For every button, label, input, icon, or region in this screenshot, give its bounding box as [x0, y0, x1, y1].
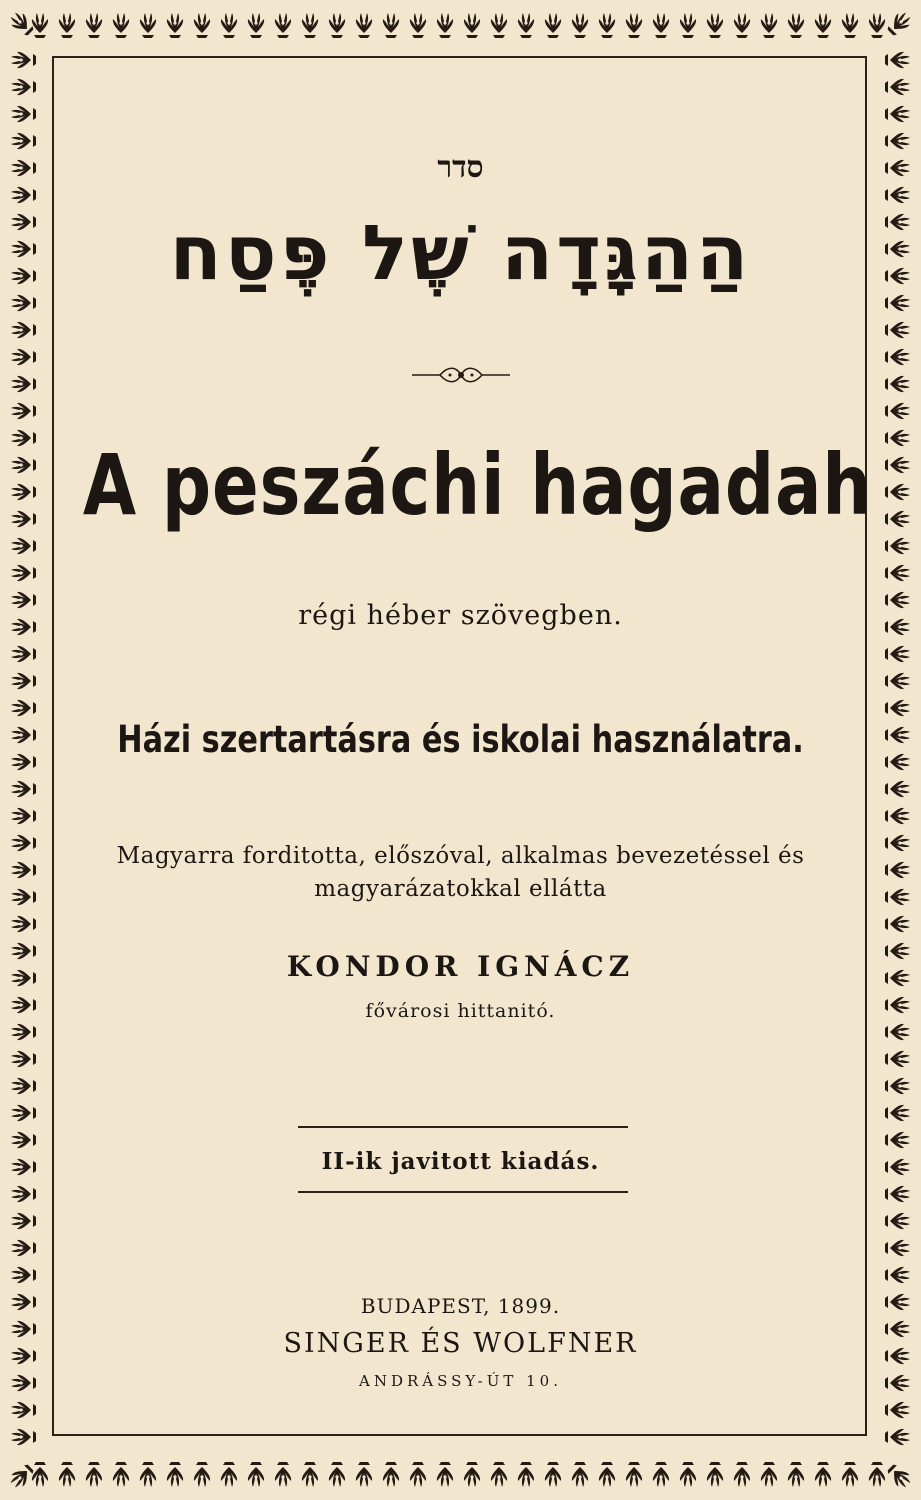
- palmette-ornament: [11, 1240, 36, 1256]
- palmette-ornament: [885, 565, 910, 581]
- palmette-ornament: [11, 511, 36, 527]
- palmette-ornament: [383, 13, 399, 38]
- palmette-ornament: [167, 1462, 183, 1487]
- palmette-ornament: [885, 52, 910, 68]
- translator-line-1: Magyarra forditotta, előszóval, alkalmas bevezetéssel és: [116, 843, 805, 869]
- palmette-ornament: [194, 1462, 210, 1487]
- palmette-ornament: [11, 457, 36, 473]
- palmette-ornament: [167, 13, 183, 38]
- publisher-address: ANDRÁSSY-ÚT 10.: [359, 1372, 562, 1390]
- palmette-ornament: [410, 1462, 426, 1487]
- palmette-ornament: [885, 1402, 910, 1418]
- palmette-ornament: [11, 538, 36, 554]
- palmette-ornament: [11, 1105, 36, 1121]
- palmette-ornament: [113, 1462, 129, 1487]
- palmette-ornament: [329, 1462, 345, 1487]
- palmette-ornament: [11, 646, 36, 662]
- palmette-ornament: [437, 13, 453, 38]
- publisher-name: SINGER ÉS WOLFNER: [283, 1328, 638, 1359]
- palmette-ornament: [86, 1462, 102, 1487]
- palmette-ornament: [491, 1462, 507, 1487]
- palmette-ornament: [885, 295, 910, 311]
- palmette-ornament: [302, 13, 318, 38]
- palmette-ornament: [842, 1462, 858, 1487]
- edition-rule-bottom: [298, 1191, 628, 1193]
- palmette-ornament: [11, 1186, 36, 1202]
- palmette-ornament: [815, 1462, 831, 1487]
- palmette-ornament: [707, 1462, 723, 1487]
- palmette-ornament: [11, 808, 36, 824]
- palmette-ornament: [275, 1462, 291, 1487]
- palmette-ornament: [11, 1402, 36, 1418]
- palmette-ornament: [885, 700, 910, 716]
- palmette-ornament: [885, 808, 910, 824]
- palmette-ornament: [11, 727, 36, 743]
- palmette-ornament: [11, 106, 36, 122]
- palmette-ornament: [599, 13, 615, 38]
- imprint-city-year: BUDAPEST, 1899.: [360, 1294, 561, 1318]
- palmette-ornament: [11, 1429, 36, 1445]
- palmette-ornament: [885, 754, 910, 770]
- palmette-ornament: [626, 1462, 642, 1487]
- palmette-ornament: [7, 9, 36, 38]
- flourish-ornament: [410, 362, 512, 388]
- palmette-ornament: [885, 79, 910, 95]
- palmette-ornament: [599, 1462, 615, 1487]
- palmette-ornament: [885, 511, 910, 527]
- palmette-ornament: [329, 13, 345, 38]
- palmette-ornament: [707, 13, 723, 38]
- palmette-ornament: [734, 13, 750, 38]
- edition-label: II-ik javitott kiadás.: [321, 1148, 600, 1175]
- palmette-ornament: [653, 1462, 669, 1487]
- author-title: fővárosi hittanitó.: [365, 1000, 556, 1022]
- palmette-ornament: [410, 13, 426, 38]
- palmette-ornament: [11, 349, 36, 365]
- translator-line-2: magyarázatokkal ellátta: [314, 876, 607, 902]
- hebrew-title: הַהַגָּדָה שֶׁל פֶּסַח: [169, 208, 752, 297]
- palmette-ornament: [86, 13, 102, 38]
- palmette-ornament: [545, 13, 561, 38]
- palmette-ornament: [11, 403, 36, 419]
- palmette-ornament: [545, 1462, 561, 1487]
- palmette-ornament: [11, 1213, 36, 1229]
- palmette-ornament: [248, 13, 264, 38]
- palmette-ornament: [885, 1267, 910, 1283]
- seder-heading: סדר: [437, 150, 484, 185]
- palmette-ornament: [653, 13, 669, 38]
- palmette-ornament: [734, 1462, 750, 1487]
- palmette-ornament: [113, 13, 129, 38]
- palmette-ornament: [885, 1078, 910, 1094]
- palmette-ornament: [842, 13, 858, 38]
- palmette-ornament: [11, 781, 36, 797]
- palmette-ornament: [11, 79, 36, 95]
- palmette-ornament: [885, 457, 910, 473]
- palmette-ornament: [885, 403, 910, 419]
- palmette-ornament: [11, 673, 36, 689]
- palmette-ornament: [626, 13, 642, 38]
- palmette-ornament: [885, 538, 910, 554]
- palmette-ornament: [491, 13, 507, 38]
- palmette-ornament: [885, 1132, 910, 1148]
- palmette-ornament: [869, 13, 885, 38]
- palmette-ornament: [885, 1024, 910, 1040]
- palmette-ornament: [140, 13, 156, 38]
- palmette-ornament: [11, 322, 36, 338]
- subtitle: régi héber szövegben.: [298, 600, 623, 631]
- usage-line: Házi szertartásra és iskolai használatra.: [117, 718, 804, 761]
- palmette-ornament: [572, 13, 588, 38]
- palmette-ornament: [11, 376, 36, 392]
- palmette-ornament: [761, 1462, 777, 1487]
- palmette-ornament: [11, 430, 36, 446]
- edition-rule-top: [298, 1126, 628, 1128]
- palmette-ornament: [885, 484, 910, 500]
- palmette-ornament: [885, 916, 910, 932]
- palmette-ornament: [885, 349, 910, 365]
- palmette-ornament: [885, 727, 910, 743]
- palmette-ornament: [11, 133, 36, 149]
- palmette-ornament: [885, 1051, 910, 1067]
- palmette-ornament: [885, 1429, 910, 1445]
- palmette-ornament: [885, 1462, 914, 1491]
- palmette-ornament: [221, 1462, 237, 1487]
- palmette-ornament: [869, 1462, 885, 1487]
- palmette-ornament: [11, 754, 36, 770]
- palmette-ornament: [356, 13, 372, 38]
- palmette-ornament: [140, 1462, 156, 1487]
- palmette-ornament: [194, 13, 210, 38]
- palmette-ornament: [518, 13, 534, 38]
- palmette-ornament: [885, 1105, 910, 1121]
- palmette-ornament: [11, 1267, 36, 1283]
- palmette-ornament: [248, 1462, 264, 1487]
- author-name: KONDOR IGNÁCZ: [286, 950, 635, 983]
- palmette-ornament: [32, 1462, 48, 1487]
- palmette-ornament: [11, 484, 36, 500]
- palmette-ornament: [302, 1462, 318, 1487]
- palmette-ornament: [518, 1462, 534, 1487]
- palmette-ornament: [885, 1186, 910, 1202]
- palmette-ornament: [11, 52, 36, 68]
- palmette-ornament: [815, 13, 831, 38]
- palmette-ornament: [885, 1213, 910, 1229]
- palmette-ornament: [11, 1051, 36, 1067]
- palmette-ornament: [572, 1462, 588, 1487]
- palmette-ornament: [885, 9, 914, 38]
- palmette-ornament: [7, 1462, 36, 1491]
- palmette-ornament: [275, 13, 291, 38]
- palmette-ornament: [11, 916, 36, 932]
- palmette-ornament: [885, 376, 910, 392]
- palmette-ornament: [885, 1240, 910, 1256]
- palmette-ornament: [464, 13, 480, 38]
- palmette-ornament: [32, 13, 48, 38]
- palmette-ornament: [788, 13, 804, 38]
- palmette-ornament: [437, 1462, 453, 1487]
- palmette-ornament: [11, 295, 36, 311]
- palmette-ornament: [761, 13, 777, 38]
- palmette-ornament: [11, 187, 36, 203]
- palmette-ornament: [221, 13, 237, 38]
- palmette-ornament: [680, 1462, 696, 1487]
- palmette-ornament: [11, 1024, 36, 1040]
- palmette-ornament: [885, 106, 910, 122]
- palmette-ornament: [885, 430, 910, 446]
- palmette-ornament: [680, 13, 696, 38]
- palmette-ornament: [11, 565, 36, 581]
- palmette-ornament: [356, 1462, 372, 1487]
- main-title: A peszáchi hagadah: [82, 436, 873, 534]
- palmette-ornament: [788, 1462, 804, 1487]
- palmette-ornament: [885, 673, 910, 689]
- palmette-ornament: [11, 1132, 36, 1148]
- palmette-ornament: [885, 322, 910, 338]
- palmette-ornament: [885, 187, 910, 203]
- palmette-ornament: [885, 781, 910, 797]
- palmette-ornament: [383, 1462, 399, 1487]
- palmette-ornament: [885, 646, 910, 662]
- palmette-ornament: [885, 133, 910, 149]
- palmette-ornament: [11, 1078, 36, 1094]
- palmette-ornament: [59, 1462, 75, 1487]
- palmette-ornament: [11, 700, 36, 716]
- palmette-ornament: [464, 1462, 480, 1487]
- palmette-ornament: [59, 13, 75, 38]
